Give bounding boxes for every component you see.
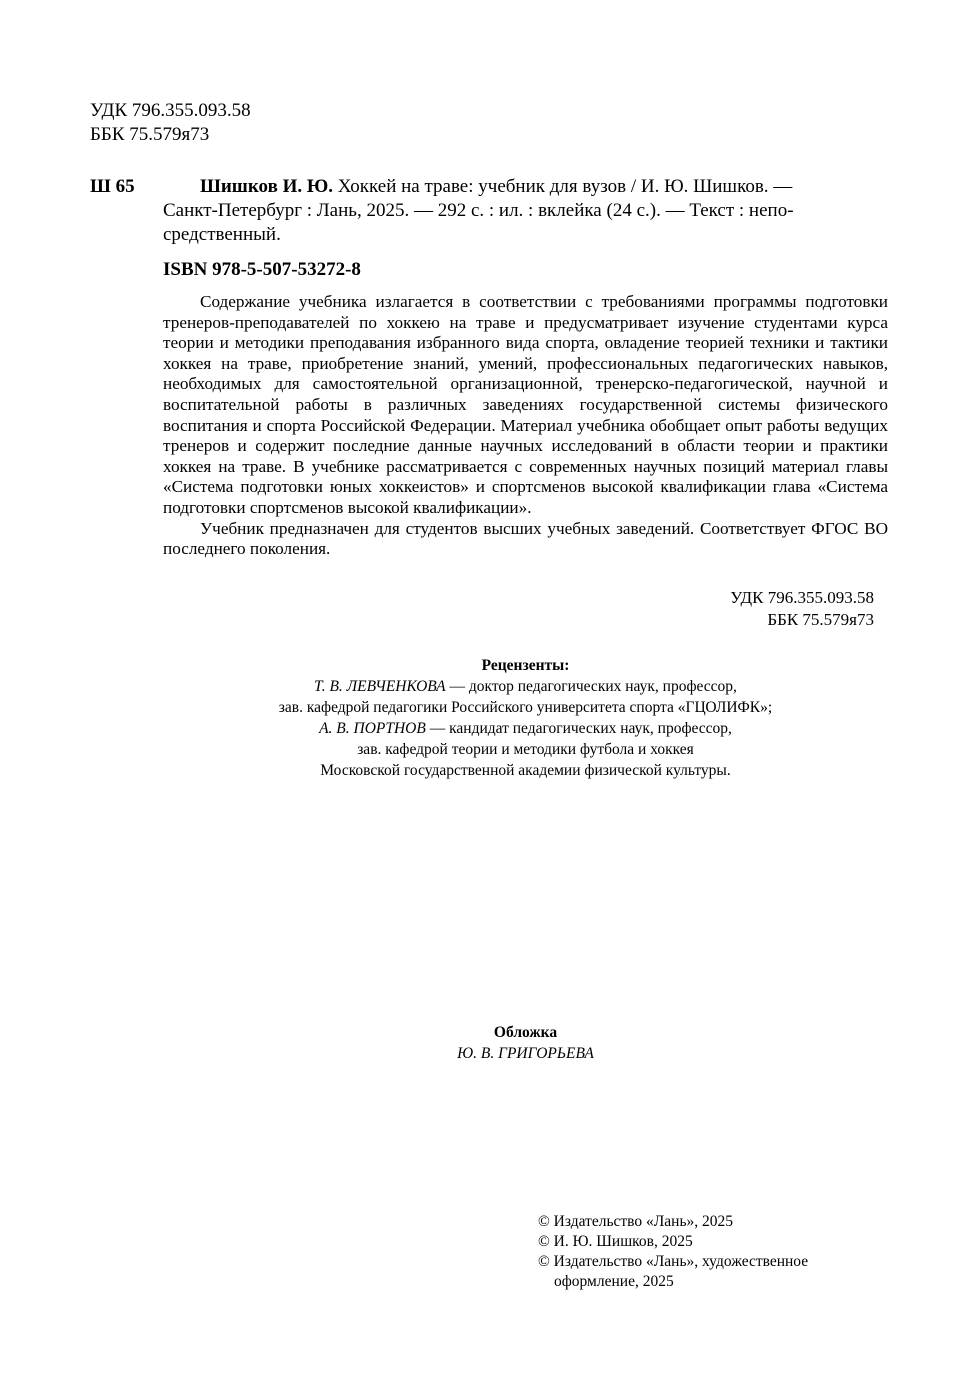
bibliographic-line-1 [163, 175, 888, 199]
reviewers-heading: Рецензенты: [481, 657, 570, 674]
author-cipher: Ш 65 [90, 176, 135, 197]
bibliographic-line-3: средственный. [163, 224, 281, 245]
reviewers-block [163, 655, 888, 781]
reviewer-2-title: — кандидат педагогических наук, профессор, [425, 720, 732, 737]
reviewer-1-title: — доктор педагогических наук, профессор, [445, 678, 737, 695]
copyright-line-1: © Издательство «Лань», 2025 [538, 1213, 734, 1230]
reviewer-1-name: Т. В. ЛЕВЧЕНКОВА [314, 678, 446, 695]
reviewer-1-post: зав. кафедрой педагогики Российского университета спорта «ГЦОЛИФК»; [278, 699, 773, 716]
reviewer-2-org: Московской государственной академии физической культуры. [320, 762, 731, 779]
copyright-line-3-continued: оформление, 2025 [554, 1273, 674, 1290]
reviewer-2 [163, 718, 888, 739]
annotation [163, 292, 888, 560]
copyright-line-3: © Издательство «Лань», художественное [538, 1253, 809, 1270]
annotation-paragraph-2: Учебник предназначен для студентов высших учебных заведений. Соответствует ФГОС ВО последнего поколения. [163, 518, 888, 559]
book-title: Хоккей на траве: учебник для вузов / И. Ю. Шишков. — [333, 176, 793, 197]
reviewer-2-name: А. В. ПОРТНОВ [319, 720, 426, 737]
bottom-classification-codes [700, 587, 874, 631]
annotation-paragraph-1: Содержание учебника излагается в соответствии с требованиями программы подготовки тренеров-преподавателей по хоккею на траве и предусматривает изучение студентами курса теории и методики преподавания избранного вида спорта, овладение теорией техники и тактики хоккея на траве, приобретение знаний, умений, профессиональных педагогических навыков, необходимых для самостоятельной организационной, тренерско-педагогической, научной и воспитательной работы в различных заведениях государственной системы физического воспитания и спорта Российской Федерации. Материал учебника обобщает опыт работы ведущих тренеров и содержит последние данные научных исследований в области теории и практики хоккея на траве. В учебнике рассматривается с современных научных позиций материал главы «Система подготовки юных хоккеистов» и спортсменов высокой квалификации глава «Система подготовки спортсменов высокой квалификации». [163, 292, 888, 517]
bbk-code-bottom: ББК 75.579я73 [767, 610, 874, 629]
cover-credit [163, 1022, 888, 1064]
bibliographic-record [163, 175, 888, 247]
reviewer-1 [163, 676, 888, 697]
copyright-line-2: © И. Ю. Шишков, 2025 [538, 1233, 693, 1250]
reviewer-2-post: зав. кафедрой теории и методики футбола и хоккея [357, 741, 694, 758]
isbn: ISBN 978-5-507-53272-8 [163, 259, 361, 280]
copyright-block [538, 1212, 858, 1292]
bbk-code: ББК 75.579я73 [90, 124, 210, 145]
cover-heading: Обложка [493, 1024, 558, 1041]
udk-code-bottom: УДК 796.355.093.58 [730, 588, 874, 607]
udk-code: УДК 796.355.093.58 [90, 100, 251, 121]
top-classification-codes [90, 99, 251, 147]
cover-artist: Ю. В. ГРИГОРЬЕВА [457, 1045, 594, 1062]
bibliographic-line-2: Санкт-Петербург : Лань, 2025. — 292 с. : ил. : вклейка (24 с.). — Текст : непо- [163, 200, 794, 221]
author-name: Шишков И. Ю. [200, 176, 334, 197]
